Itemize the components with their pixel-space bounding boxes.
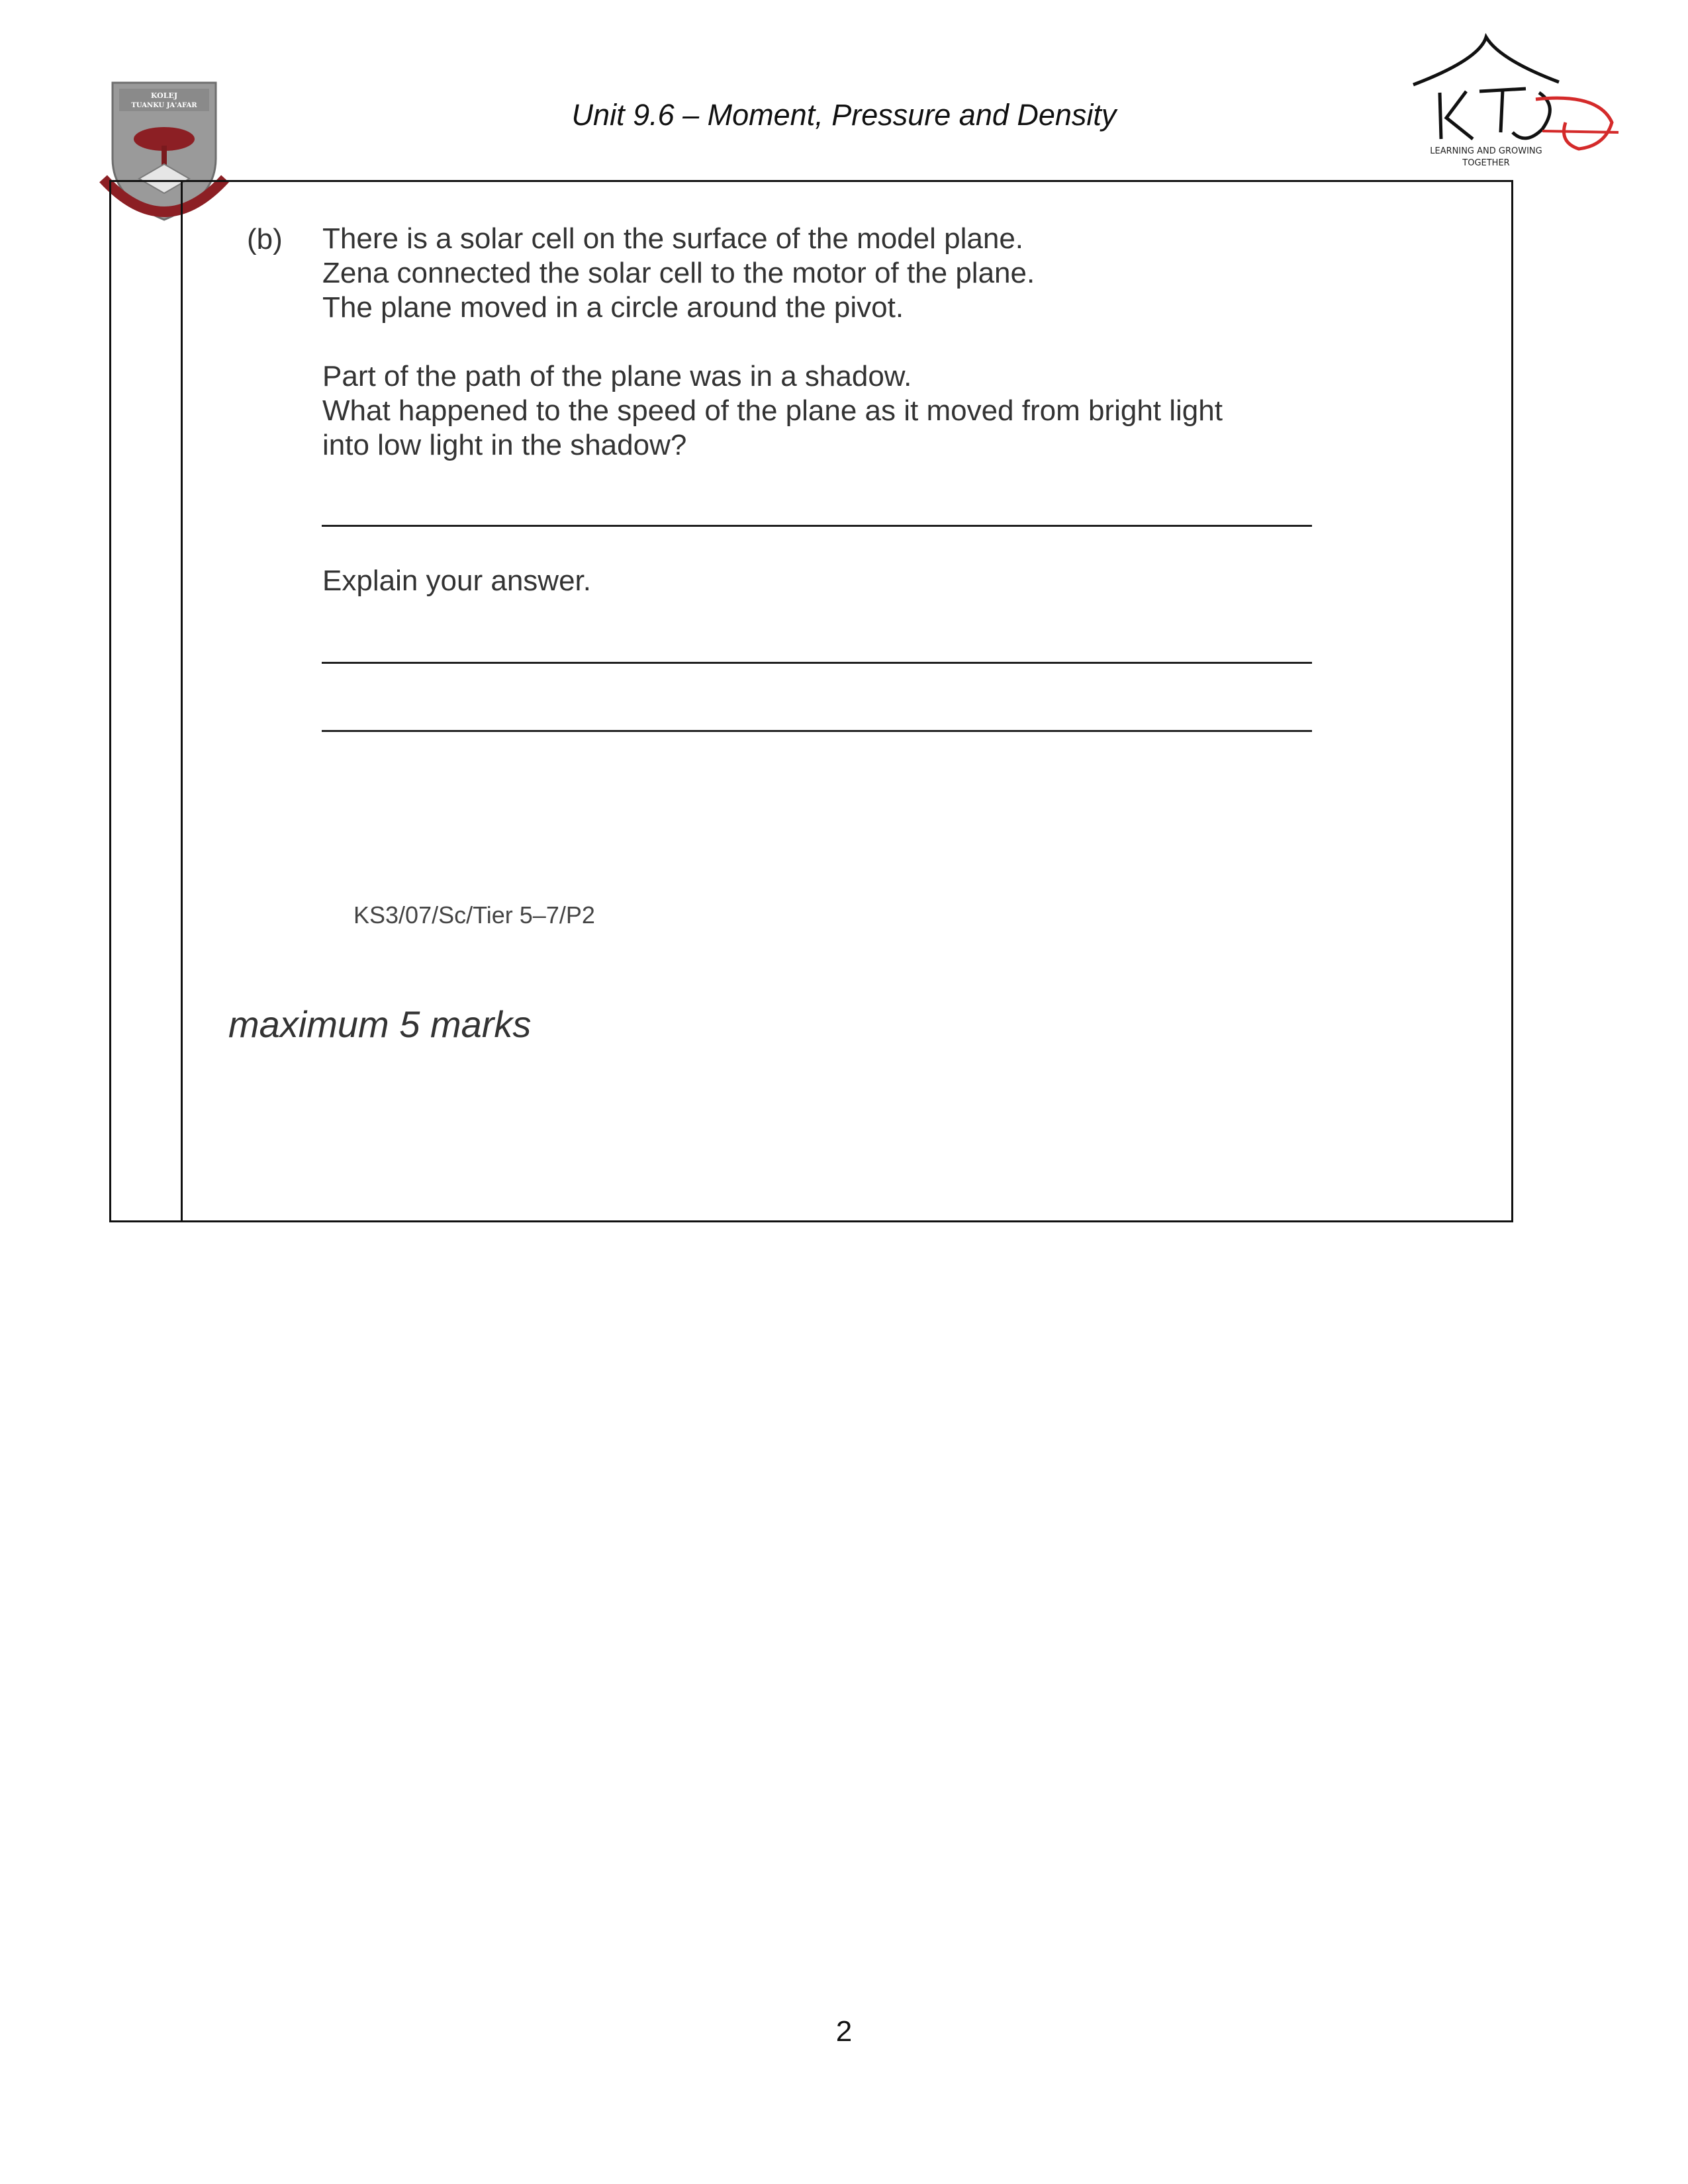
unit-title: Unit 9.6 – Moment, Pressure and Density (571, 98, 1117, 132)
margin-divider (181, 180, 183, 1222)
ktj-house-logo (1400, 33, 1625, 179)
answer-line-3[interactable] (322, 730, 1312, 732)
logo-tagline-1: LEARNING AND GROWING (1430, 146, 1542, 156)
logo-tagline-2: TOGETHER (1462, 158, 1510, 168)
question-line: Zena connected the solar cell to the motor of the plane. (322, 257, 1035, 289)
question-line: into low light in the shadow? (322, 429, 687, 461)
question-paragraph-1 (322, 222, 1355, 325)
question-line: The plane moved in a circle around the pivot. (322, 291, 904, 324)
crest-line-2: TUANKU JA'AFAR (131, 102, 197, 109)
question-line: What happened to the speed of the plane as it moved from bright light (322, 394, 1223, 427)
crest-line-1: KOLEJ (150, 91, 178, 100)
answer-line-2[interactable] (322, 662, 1312, 664)
reference-code: KS3/07/Sc/Tier 5–7/P2 (353, 901, 595, 929)
answer-line-1[interactable] (322, 525, 1312, 527)
explain-prompt: Explain your answer. (322, 565, 591, 597)
question-line: There is a solar cell on the surface of the model plane. (322, 222, 1024, 255)
max-marks: maximum 5 marks (228, 1003, 532, 1045)
question-frame (109, 180, 1513, 1222)
question-paragraph-2 (322, 359, 1355, 463)
part-label: (b) (247, 223, 283, 255)
question-line: Part of the path of the plane was in a shadow. (322, 360, 912, 392)
page-number: 2 (835, 2015, 853, 2048)
